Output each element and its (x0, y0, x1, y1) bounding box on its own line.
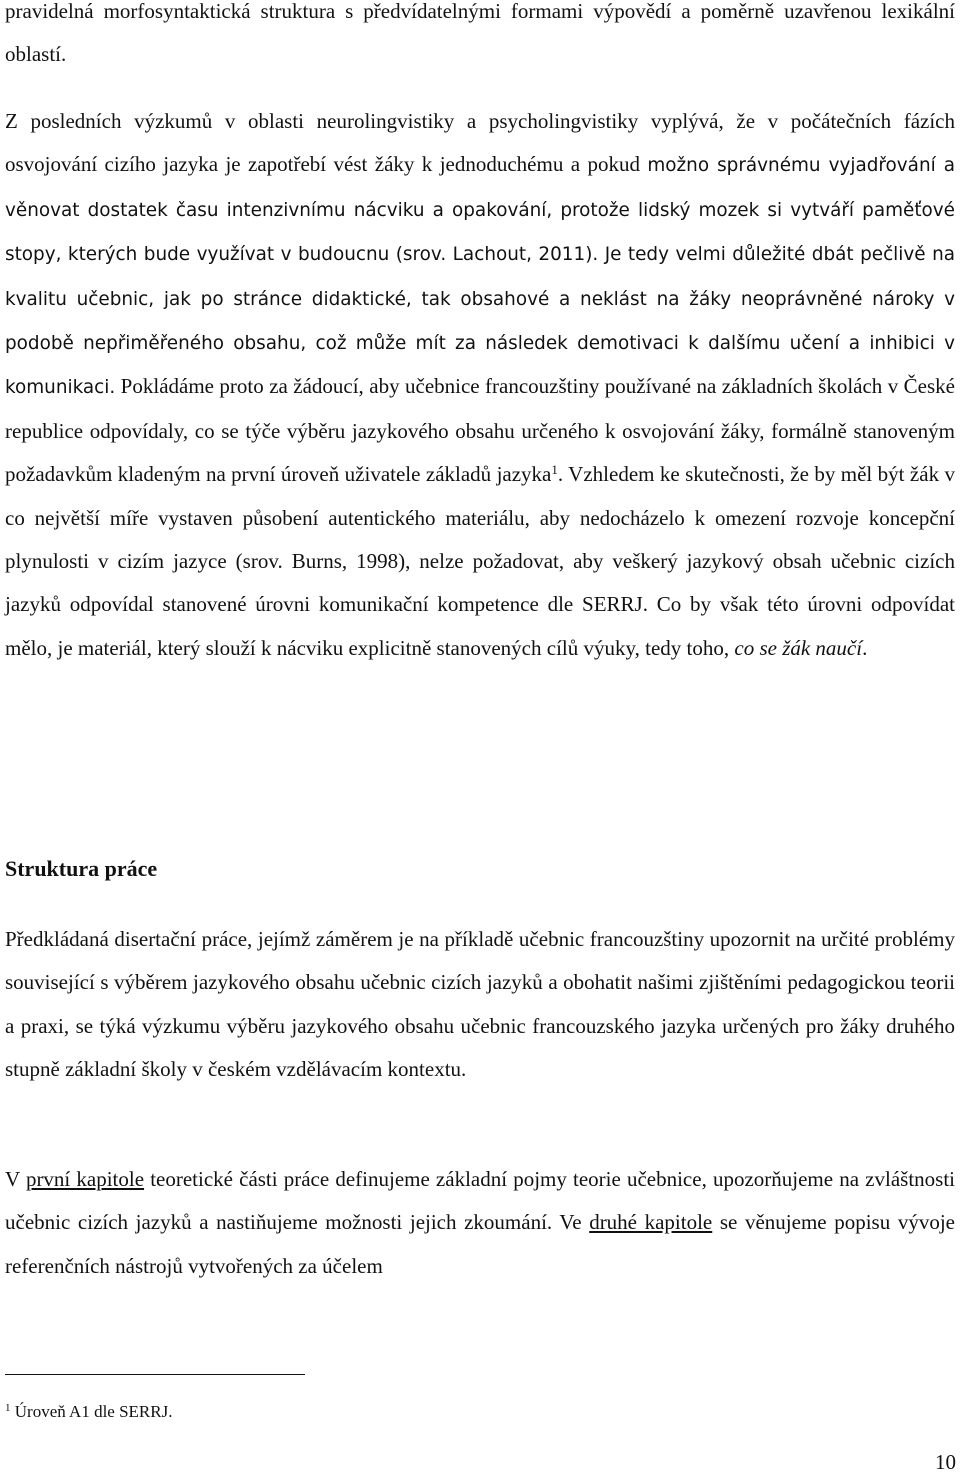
paragraph-4 (5, 1158, 955, 1288)
paragraph-4-text-a: V (5, 1167, 26, 1191)
page-number: 10 (935, 1450, 956, 1474)
footnote (5, 1400, 172, 1424)
footnote-reference[interactable]: 1 (551, 462, 558, 478)
paragraph-2-italic: co se žák naučí (734, 635, 863, 660)
paragraph-2-text-b: možno správnému vyjadřování a věnovat dostatek času intenzivnímu nácviku a opakování, protože lidský mozek si vytváří paměťové stopy, kterých bude využívat v budoucnu (srov. Lachout, 2011). Je tedy velmi důležité dbát pečlivě na kvalitu učebnic, jak po stránce didaktické, tak obsahové a neklást na žáky neoprávněné nároky v podobě nepřiměřeného obsahu, což může mít za následek demotivaci k dalšímu učení a inhibici v komunikaci. (5, 155, 955, 399)
footnote-number: 1 (5, 1402, 11, 1414)
paragraph-4-text-c: se věnujeme popisu vývoje referenčních nástrojů vytvořených za účelem (5, 1210, 955, 1278)
second-chapter-link[interactable]: druhé kapitole (589, 1210, 713, 1235)
paragraph-2 (5, 100, 955, 670)
paragraph-2-text-a: Z posledních výzkumů v oblasti neurolingvistiky a psycholingvistiky vyplývá, že v počátečních fázích osvojování cizího jazyka je zapotřebí vést žáky k jednoduchému a pokud (5, 109, 955, 177)
paragraph-4-text-b: teoretické části práce definujeme základní pojmy teorie učebnice, upozorňujeme na zvláštnosti učebnic cizích jazyků a nastiňujeme možnosti jejich zkoumání. Ve (5, 1167, 956, 1235)
paragraph-2-text-d: . Vzhledem ke skutečnosti, že by měl být žák v co největší míře vystaven působení autentického materiálu, aby nedocházelo k omezení rozvoje koncepční plynulosti v cizím jazyce (srov. Burns, 1998), nelze požadovat, aby veškerý jazykový obsah učebnic cizích jazyků odpovídal stanovené úrovni komunikační kompetence dle SERRJ. Co by však této úrovni odpovídat mělo, je materiál, který slouží k nácviku explicitně stanovených cílů výuky, tedy toho, (5, 462, 955, 660)
footnote-text: Úroveň A1 dle SERRJ. (14, 1402, 173, 1421)
footnote-separator (5, 1374, 305, 1375)
first-chapter-link[interactable]: první kapitole (25, 1167, 145, 1191)
paragraph-2-text-c: Pokládáme proto za žádoucí, aby učebnice francouzštiny používané na základních školách v České republice odpovídaly, co se týče výběru jazykového obsahu určeného k osvojování žáky, formálně stanoveným požadavkům kladeným na první úroveň uživatele základů jazyka (5, 374, 955, 487)
section-heading: Struktura práce (5, 856, 158, 881)
paragraph-3: Předkládaná disertační práce, jejímž záměrem je na příkladě učebnic francouzštiny upozornit na určité problémy související s výběrem jazykového obsahu učebnic cizích jazyků a obohatit našimi zjištěními pedagogickou teorii a praxi, se týká výzkumu výběru jazykového obsahu učebnic francouzského jazyka určených pro žáky druhého stupně základní školy v českém vzdělávacím kontextu. (5, 927, 955, 1082)
paragraph-1: pravidelná morfosyntaktická struktura s předvídatelnými formami výpovědí a poměrně uzavřenou lexikální oblastí. (5, 0, 955, 67)
paragraph-2-end: . (862, 635, 868, 660)
